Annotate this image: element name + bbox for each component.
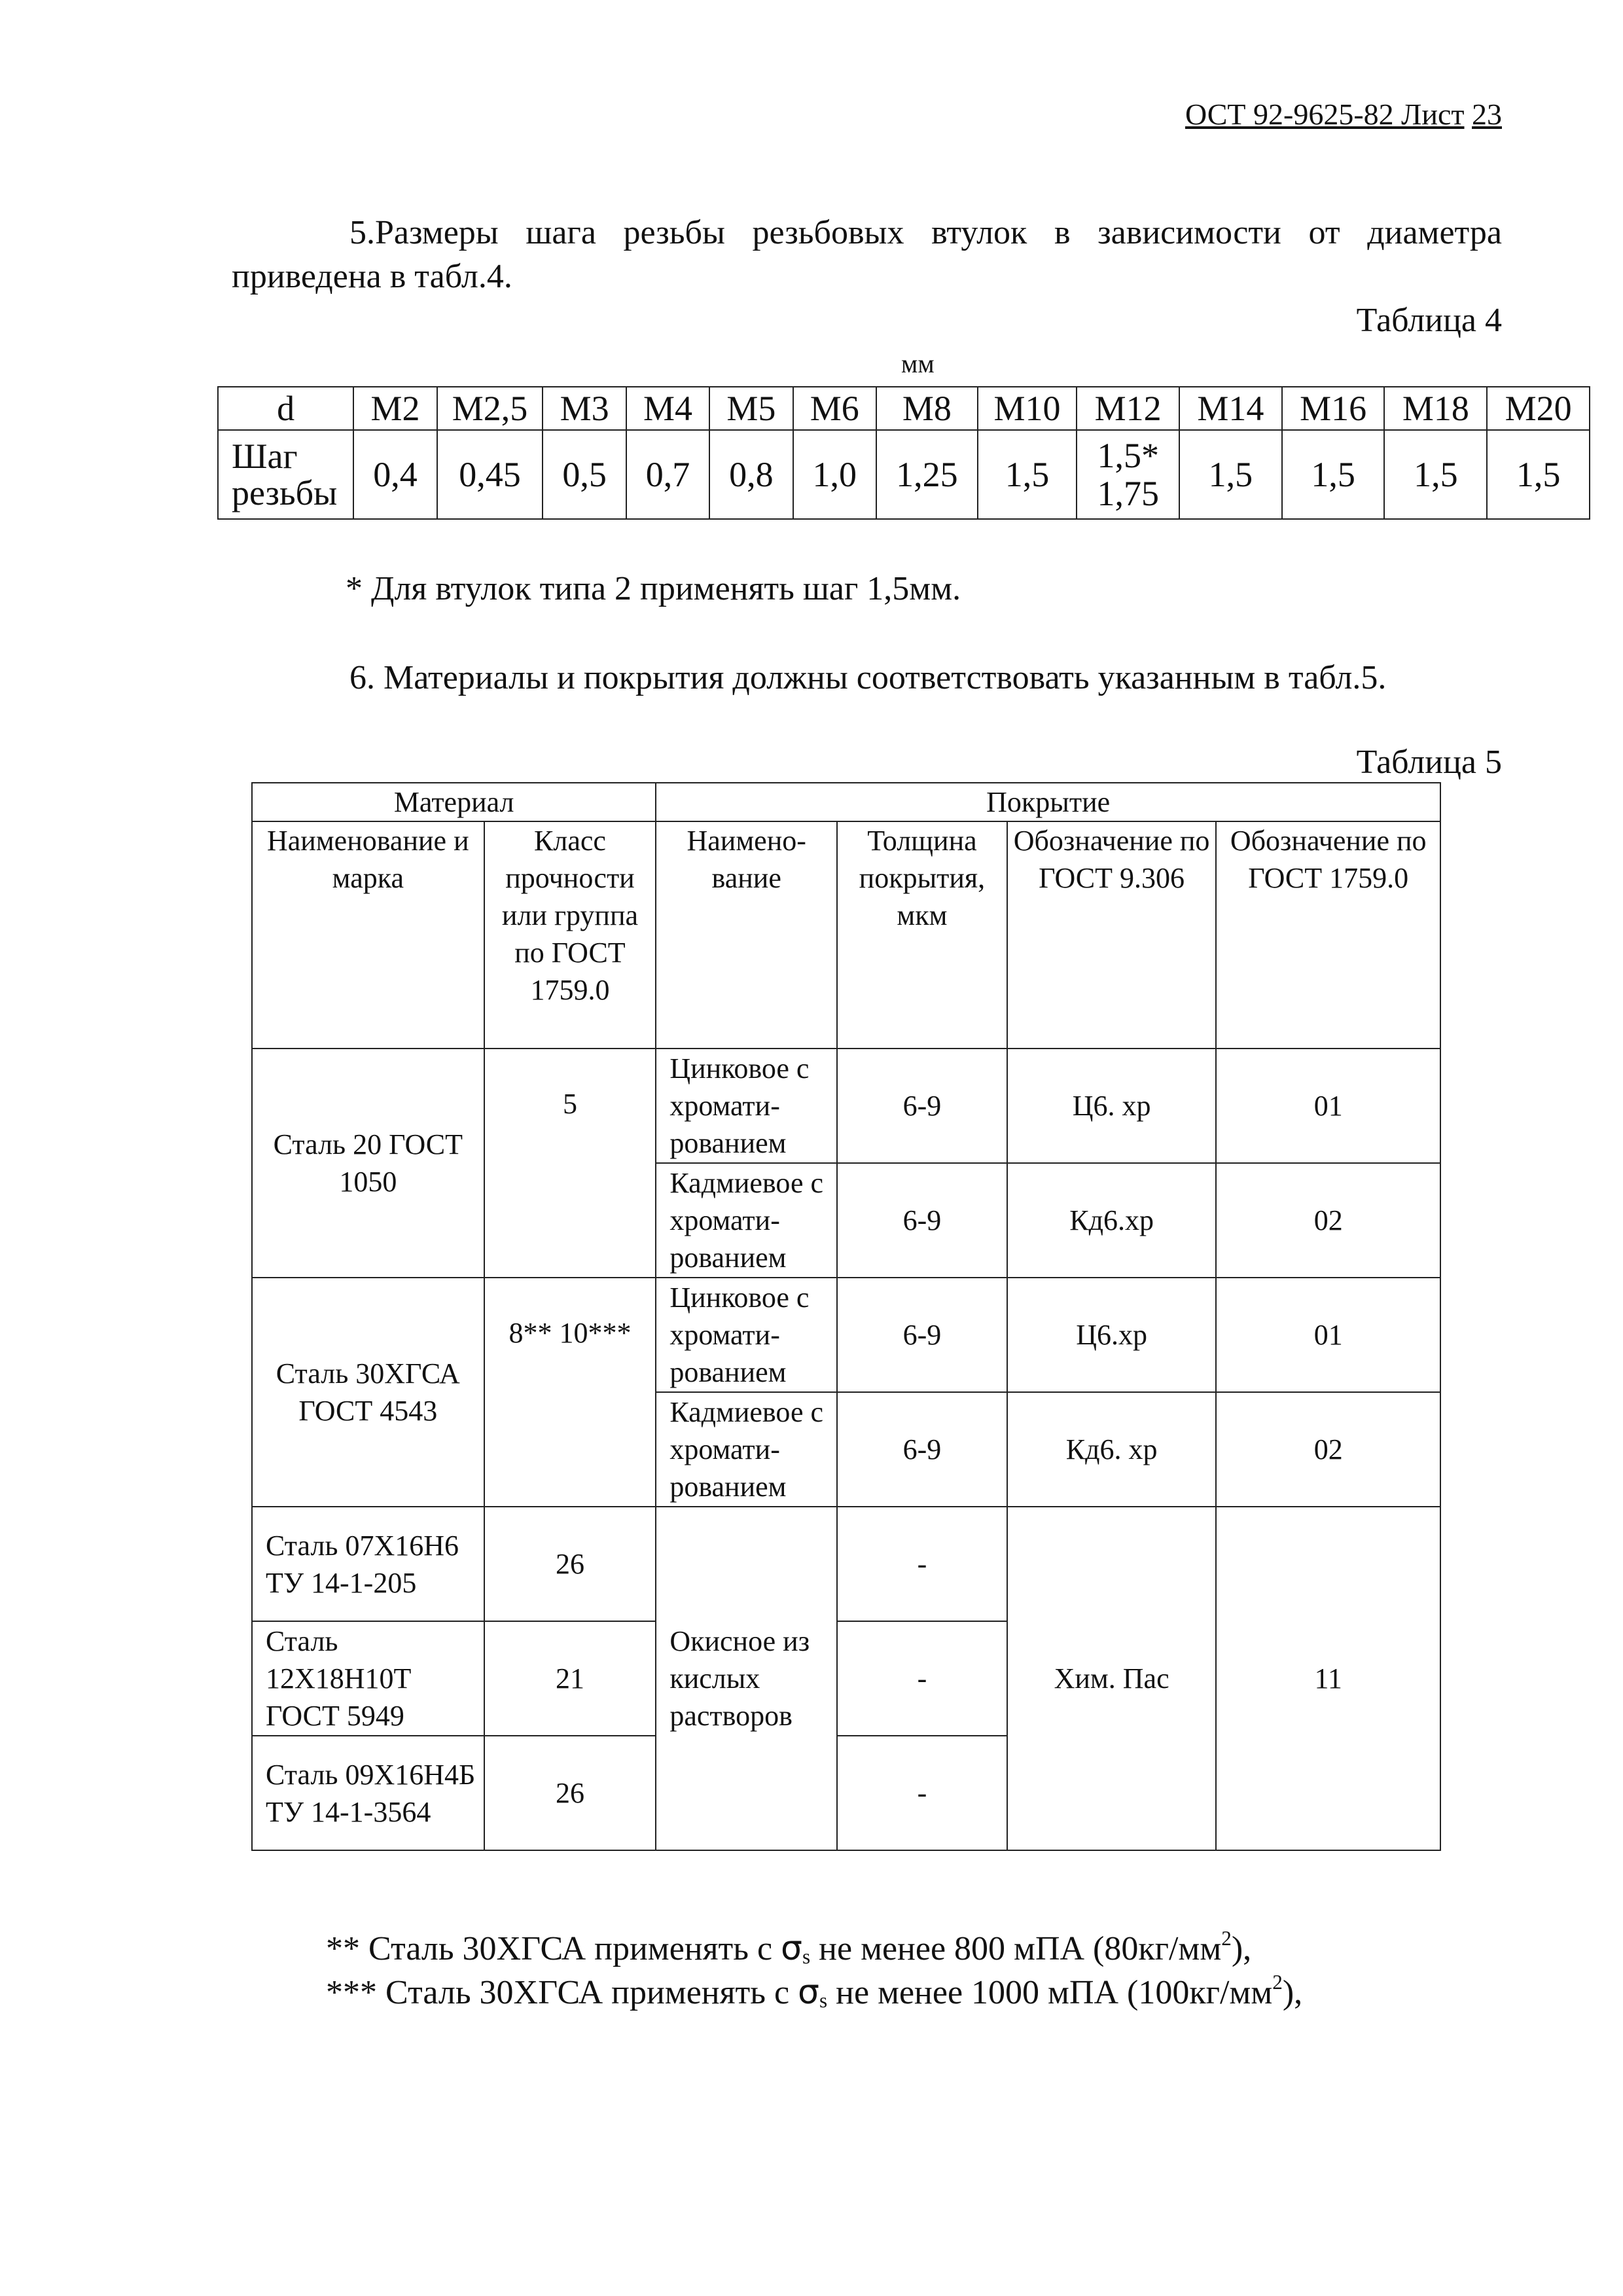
table4-size: М2,5 <box>437 387 543 430</box>
table5-group-header <box>252 783 1440 821</box>
designation-cell: Хим. Пас <box>1007 1507 1217 1850</box>
paragraph-5: 5.Размеры шага резьбы резьбовых втулок в зависимости от диаметра приведена в табл.4. <box>232 214 1502 295</box>
thickness-cell: 6-9 <box>837 1049 1007 1163</box>
material-cell: Сталь 07Х16Н6 ТУ 14-1-205 <box>252 1507 484 1621</box>
thickness-cell: 6-9 <box>837 1163 1007 1278</box>
table4-pitch: 1,0 <box>793 430 876 519</box>
code-cell: 01 <box>1216 1278 1440 1392</box>
table-row <box>252 1507 1440 1621</box>
paragraph-6: 6. Материалы и покрытия должны соответствовать указанным в табл.5. <box>349 659 1387 696</box>
table4-pitch-row <box>218 430 1590 519</box>
table5-col-name: Наименование и марка <box>252 821 484 1049</box>
coating-cell: Цинковое с хромати-рованием <box>656 1278 837 1392</box>
footnote-tail: ), <box>1282 1974 1303 2011</box>
table4-pitch: 1,5 <box>978 430 1077 519</box>
table4-size: М12 <box>1077 387 1179 430</box>
sigma-subscript: s <box>819 1989 828 2012</box>
footnote-tail: ), <box>1231 1930 1252 1967</box>
table-row <box>252 1049 1440 1163</box>
table4-size: М14 <box>1179 387 1282 430</box>
table4-size: М20 <box>1487 387 1590 430</box>
table4-pitch: 0,45 <box>437 430 543 519</box>
header-doc-number: ОСТ 92-9625-82 Лист <box>1185 98 1465 131</box>
footnote-text: не менее 1000 мПА (100кг/мм <box>836 1974 1273 2011</box>
class-cell: 5 <box>484 1049 656 1278</box>
table4-size: М10 <box>978 387 1077 430</box>
footnote-text: *** Сталь 30ХГСА применять с <box>326 1974 790 2011</box>
table5-col-coat-name: Наимено-вание <box>656 821 837 1049</box>
designation-cell: Кд6.хр <box>1007 1163 1217 1278</box>
footnote-text: ** Сталь 30ХГСА применять с <box>326 1930 773 1967</box>
table4-size: М18 <box>1384 387 1487 430</box>
table4-pitch: 1,5* 1,75 <box>1077 430 1179 519</box>
coating-cell: Окисное из кислых растворов <box>656 1507 837 1850</box>
footnote-double-star <box>326 1927 1251 1969</box>
material-cell: Сталь 20 ГОСТ 1050 <box>252 1049 484 1278</box>
thickness-cell: - <box>837 1621 1007 1736</box>
table4-pitch: 0,5 <box>543 430 626 519</box>
table4-pitch: 0,7 <box>626 430 709 519</box>
footnote-text: не менее 800 мПА (80кг/мм <box>819 1930 1222 1967</box>
materials-coatings-table <box>251 782 1441 1851</box>
designation-cell: Кд6. хр <box>1007 1392 1217 1507</box>
designation-cell: Ц6.хр <box>1007 1278 1217 1392</box>
header-sheet-number: 23 <box>1472 98 1502 131</box>
table4-row-label: Шаг резьбы <box>218 430 353 519</box>
table4-size: М16 <box>1282 387 1385 430</box>
thickness-cell: - <box>837 1736 1007 1850</box>
material-cell: Сталь 30ХГСА ГОСТ 4543 <box>252 1278 484 1507</box>
table4-pitch: 0,8 <box>709 430 793 519</box>
table4-size: М3 <box>543 387 626 430</box>
coating-cell: Кадмиевое с хромати-рованием <box>656 1392 837 1507</box>
table4-head-label: d <box>218 387 353 430</box>
table4-pitch: 1,5 <box>1282 430 1385 519</box>
code-cell: 11 <box>1216 1507 1440 1850</box>
table5-caption: Таблица 5 <box>1356 744 1502 781</box>
table4-pitch: 1,5 <box>1384 430 1487 519</box>
table4-pitch: 1,25 <box>876 430 978 519</box>
superscript: 2 <box>1221 1927 1232 1950</box>
material-cell: Сталь 12Х18Н10Т ГОСТ 5949 <box>252 1621 484 1736</box>
coating-cell: Цинковое с хромати-рованием <box>656 1049 837 1163</box>
superscript: 2 <box>1272 1971 1283 1994</box>
table4-unit: мм <box>901 349 935 378</box>
designation-cell: Ц6. хр <box>1007 1049 1217 1163</box>
table4-size: М2 <box>353 387 437 430</box>
table4-diameter-row <box>218 387 1590 430</box>
material-cell: Сталь 09Х16Н4Б ТУ 14-1-3564 <box>252 1736 484 1850</box>
page-header <box>1185 97 1502 132</box>
thread-pitch-table <box>217 386 1590 520</box>
footnote-triple-star <box>326 1971 1302 2013</box>
sigma-symbol: σ <box>798 1973 820 2012</box>
class-cell: 8** 10*** <box>484 1278 656 1507</box>
coating-cell: Кадмиевое с хромати-рованием <box>656 1163 837 1278</box>
thickness-cell: - <box>837 1507 1007 1621</box>
table5-col-thickness: Толщина покрытия, мкм <box>837 821 1007 1049</box>
table5-col-gost1759: Обозначение по ГОСТ 1759.0 <box>1216 821 1440 1049</box>
table4-size: М8 <box>876 387 978 430</box>
table4-pitch: 0,4 <box>353 430 437 519</box>
sigma-symbol: σ <box>781 1929 803 1968</box>
class-cell: 21 <box>484 1621 656 1736</box>
table4-footnote: * Для втулок типа 2 применять шаг 1,5мм. <box>346 570 961 607</box>
table4-caption: Таблица 4 <box>1356 302 1502 339</box>
table5-group-coating: Покрытие <box>656 783 1440 821</box>
class-cell: 26 <box>484 1736 656 1850</box>
thickness-cell: 6-9 <box>837 1278 1007 1392</box>
table5-col-gost9306: Обозначение по ГОСТ 9.306 <box>1007 821 1217 1049</box>
table-row <box>252 1278 1440 1392</box>
code-cell: 02 <box>1216 1392 1440 1507</box>
table4-pitch: 1,5 <box>1179 430 1282 519</box>
table5-col-class: Класс прочности или группа по ГОСТ 1759.0 <box>484 821 656 1049</box>
table4-pitch: 1,5 <box>1487 430 1590 519</box>
table4-size: М4 <box>626 387 709 430</box>
table4-size: М5 <box>709 387 793 430</box>
thickness-cell: 6-9 <box>837 1392 1007 1507</box>
table5-group-material: Материал <box>252 783 656 821</box>
class-cell: 26 <box>484 1507 656 1621</box>
code-cell: 02 <box>1216 1163 1440 1278</box>
sigma-subscript: s <box>802 1945 811 1968</box>
table5-column-header <box>252 821 1440 1049</box>
table4-size: М6 <box>793 387 876 430</box>
code-cell: 01 <box>1216 1049 1440 1163</box>
